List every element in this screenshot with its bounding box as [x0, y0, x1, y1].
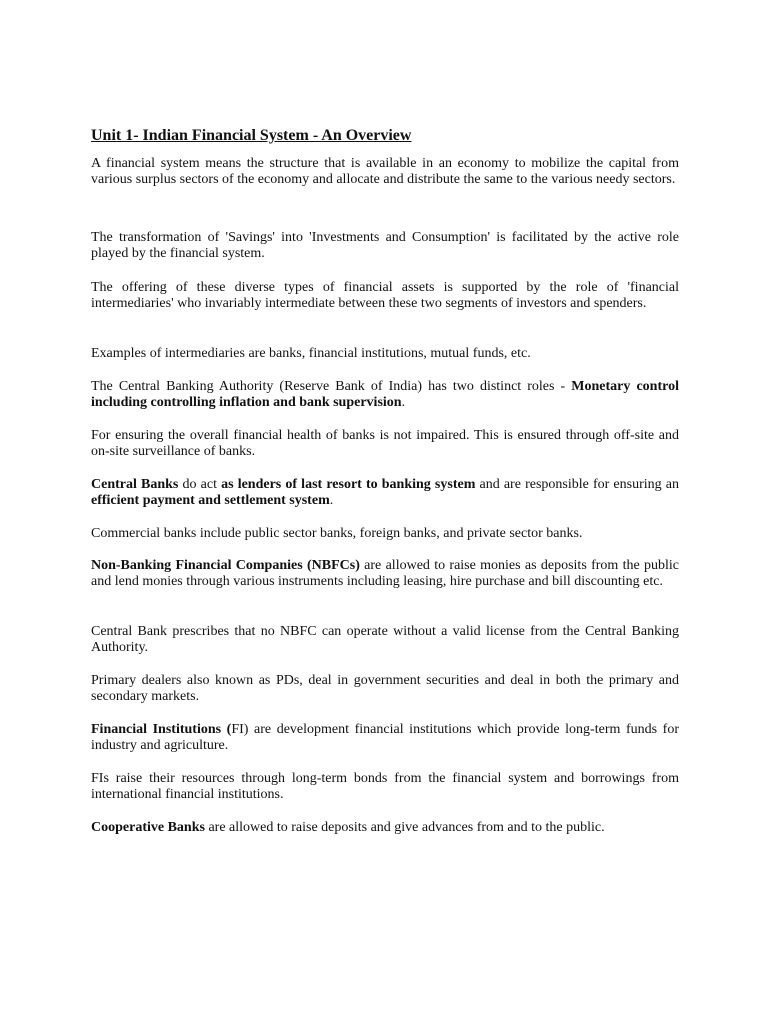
bold-text: Central Banks	[91, 477, 179, 492]
text-run: A financial system means the structure that is available in an economy to mobilize the capital from various surplus sectors of the economy and allocate and distribute the same to the various needy sectors.	[91, 156, 679, 188]
paragraph	[91, 820, 679, 836]
text-run: The transformation of 'Savings' into 'Investments and Consumption' is facilitated by the active role played by the financial system.	[91, 230, 679, 262]
bold-text: Non-Banking Financial Companies (NBFCs)	[91, 558, 360, 573]
paragraph	[91, 379, 679, 412]
paragraph	[91, 230, 679, 263]
text-run: and are responsible for ensuring an	[475, 477, 679, 492]
text-run: Commercial banks include public sector banks, foreign banks, and private sector banks.	[91, 526, 583, 541]
text-run: are allowed to raise monies as deposits from the public and lend monies through various instruments including leasing, hire purchase and bill discounting etc.	[91, 558, 680, 590]
bold-text: Cooperative Banks	[91, 820, 205, 835]
paragraph	[91, 477, 679, 510]
text-run: Primary dealers also known as PDs, deal in government securities and deal in both the primary and secondary markets.	[91, 673, 679, 705]
paragraph	[91, 722, 679, 755]
paragraph	[91, 280, 679, 313]
paragraph	[91, 624, 679, 657]
text-run: The Central Banking Authority (Reserve Bank of India) has two distinct roles -	[91, 379, 572, 394]
paragraph	[91, 526, 679, 542]
bold-text: as lenders of last resort to banking system	[221, 477, 476, 492]
paragraph	[91, 558, 679, 591]
text-run: .	[329, 493, 334, 509]
paragraph	[91, 771, 679, 804]
text-run: FI) are development financial institutions which provide long-term funds for industry and agriculture.	[91, 722, 679, 754]
text-run: FIs raise their resources through long-term bonds from the financial system and borrowings from international financial institutions.	[91, 771, 679, 803]
paragraph	[91, 156, 679, 189]
text-run: Central Bank prescribes that no NBFC can operate without a valid license from the Central Banking Authority.	[91, 624, 679, 656]
text-run: Examples of intermediaries are banks, financial institutions, mutual funds, etc.	[91, 346, 531, 361]
bold-text: Monetary control including controlling inflation and bank supervision	[91, 379, 679, 411]
bold-text: Financial Institutions (	[91, 722, 232, 737]
text-run: .	[401, 395, 406, 411]
text-run: are allowed to raise deposits and give advances from and to the public.	[204, 820, 605, 835]
text-run: do act	[178, 477, 222, 492]
text-run: For ensuring the overall financial health of banks is not impaired. This is ensured through off-site and on-site surveillance of banks.	[91, 428, 679, 460]
paragraph	[91, 346, 679, 362]
text-run: The offering of these diverse types of financial assets is supported by the role of 'financial intermediaries' who invariably intermediate between these two segments of investors and spenders.	[91, 280, 679, 312]
paragraph	[91, 673, 679, 706]
bold-text: efficient payment and settlement system	[91, 493, 330, 509]
paragraph	[91, 428, 679, 461]
document-title: Unit 1- Indian Financial System - An Overview	[91, 127, 412, 144]
